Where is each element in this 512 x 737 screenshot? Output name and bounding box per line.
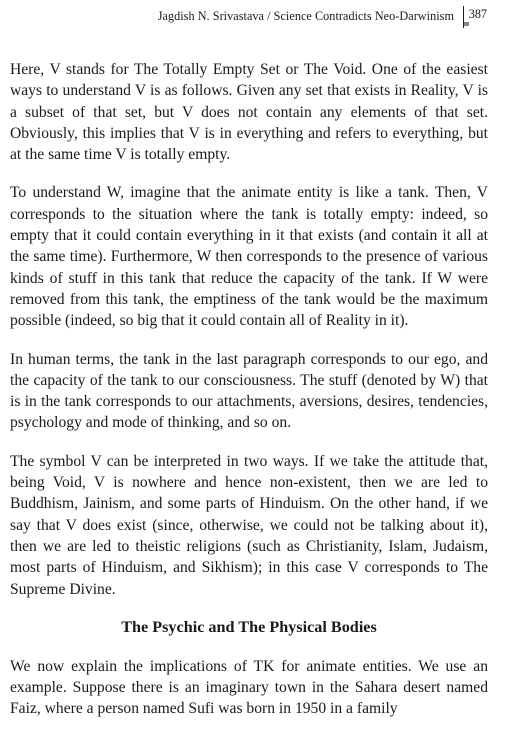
paragraph-interpretations: The symbol V can be interpreted in two ways. If we take the attitude that, being Void, V is nowhere and hence non-existent, then we are led to Buddhism, Jainism, and some parts of Hinduism. On the other hand, if we say that V does exist (since, otherwise, we could not be talking about it), then we are led to theistic religions (such as Christianity, Islam, Judaism, most parts of Hinduism, and Sikhism); in this case V corresponds to The Supreme Divine.: [10, 452, 488, 598]
running-header: [0, 6, 512, 28]
paragraph-void-definition: Here, V stands for The Totally Empty Set or The Void. One of the easiest ways to understand V is as follows. Given any set that exists in Reality, V is a subset of that set, but V does not contain any elements of that set. Obviously, this implies that V is in everything and refers to everything, but at the same time V is totally empty.: [10, 61, 488, 164]
page-number: 387: [463, 6, 487, 28]
paragraph-section-intro: We now explain the implications of TK for animate entities. We use an example. Suppose there is an imaginary town in the Sahara desert named Faiz, where a person named Sufi was born in 1950 in a family: [10, 657, 488, 718]
running-title: Jagdish N. Srivastava / Science Contradicts Neo-Darwinism: [157, 9, 454, 23]
section-heading: The Psychic and The Physical Bodies: [121, 617, 377, 636]
paragraph-tank-analogy: To understand W, imagine that the animate entity is like a tank. Then, V corresponds to the situation where the tank is totally empty: indeed, so empty that it could contain everything in it that exists (and contain it all at the same time). Furthermore, W then corresponds to the presence of various kinds of stuff in this tank that reduce the capacity of the tank. If W were removed from this tank, the emptiness of the tank would be the maximum possible (indeed, so big that it could contain all of Reality in it).: [10, 184, 488, 330]
page-body: [10, 59, 488, 737]
paragraph-human-terms: In human terms, the tank in the last paragraph corresponds to our ego, and the capacity of the tank to our consciousness. The stuff (denoted by W) that is in the tank corresponds to our attachments, aversions, desires, tendencies, psychology and mode of thinking, and so on.: [10, 350, 488, 432]
